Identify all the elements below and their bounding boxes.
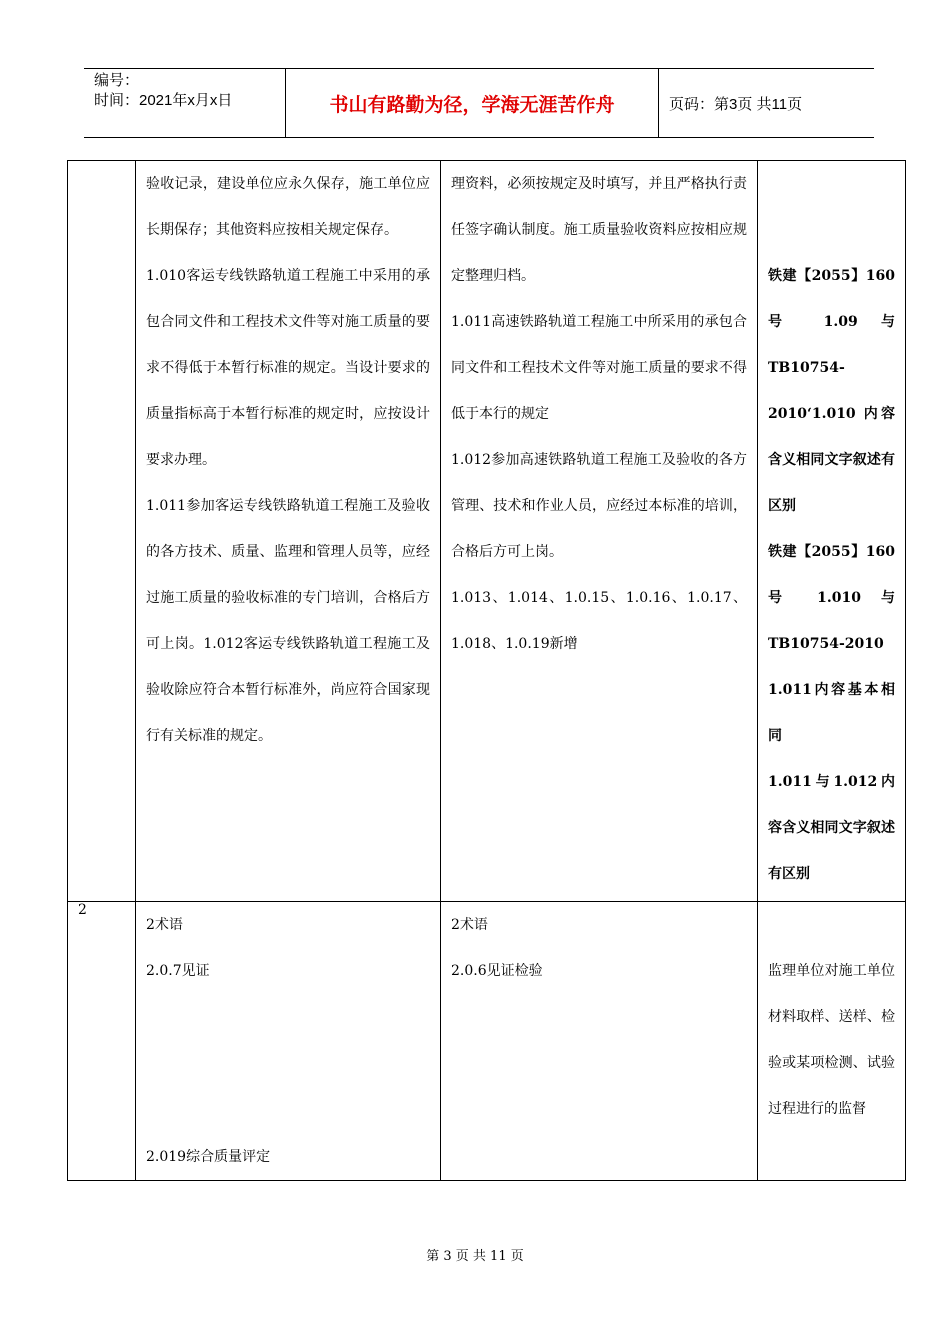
remark-paragraph: 1.011与1.012内容含义相同文字叙述有区别: [768, 774, 895, 882]
table-row: [68, 902, 906, 1181]
new-paragraph: 1.013、1.014、1.0.15、1.0.16、1.0.17、1.018、1.0.19新增: [451, 590, 747, 652]
term-item: 2.019综合质量评定: [146, 1149, 271, 1165]
section-title: 2术语: [146, 917, 183, 933]
old-paragraph: 1.011参加客运专线铁路轨道工程施工及验收的各方技术、质量、监理和管理人员等，应经过施工质量的验收标准的专门培训，合格后方可上岗。1.012客运专线铁路轨道工程施工及验收除应符合本暂行标准外，尚应符合国家现行有关标准的规定。: [146, 498, 430, 744]
row-number-cell: [68, 161, 136, 902]
remark-cell: [758, 161, 906, 902]
time-label: 时间：2021年x月x日: [94, 92, 233, 109]
section-title: 2术语: [451, 917, 488, 933]
old-standard-cell: [136, 161, 441, 902]
header-slogan: 书山有路勤为径，学海无涯苦作舟: [286, 69, 659, 137]
old-paragraph: 1.010客运专线铁路轨道工程施工中采用的承包合同文件和工程技术文件等对施工质量的要求不得低于本暂行标准的规定。当设计要求的质量指标高于本暂行标准的规定时，应按设计要求办理。: [146, 268, 430, 468]
number-label: 编号：: [94, 72, 140, 89]
term-item: 2.0.7见证: [146, 963, 210, 979]
term-item: 2.0.6见证检验: [451, 963, 543, 979]
remark-paragraph: 铁建【2055】160号 1.010 与TB10754-2010 1.011内容基本相同: [768, 544, 895, 744]
remark-paragraph: 铁建【2055】160号 1.09 与TB10754-2010‘1.010 内容含义相同文字叙述有区别: [768, 268, 895, 514]
comparison-table: [67, 160, 906, 1181]
old-paragraph: 验收记录，建设单位应永久保存，施工单位应长期保存；其他资料应按相关规定保存。: [146, 176, 430, 238]
table-row: [68, 161, 906, 902]
row-number-cell: 2: [68, 902, 136, 1181]
remark-cell: [758, 902, 906, 1181]
header-meta: [84, 69, 286, 137]
new-paragraph: 理资料，必须按规定及时填写，并且严格执行责任签字确认制度。施工质量验收资料应按相应规定整理归档。: [451, 176, 747, 284]
new-paragraph: 1.011高速铁路轨道工程施工中所采用的承包合同文件和工程技术文件等对施工质量的要求不得低于本行的规定: [451, 314, 747, 422]
new-paragraph: 1.012参加高速铁路轨道工程施工及验收的各方管理、技术和作业人员，应经过本标准的培训，合格后方可上岗。: [451, 452, 747, 560]
new-standard-cell: [441, 902, 758, 1181]
page-footer: 第 3 页 共 11 页: [426, 1249, 524, 1264]
page-header: [84, 68, 874, 138]
old-standard-cell: [136, 902, 441, 1181]
new-standard-cell: [441, 161, 758, 902]
remark-paragraph: 监理单位对施工单位材料取样、送样、检验或某项检测、试验过程进行的监督: [768, 963, 895, 1117]
header-page-number: 页码：第3页 共11页: [669, 95, 803, 113]
